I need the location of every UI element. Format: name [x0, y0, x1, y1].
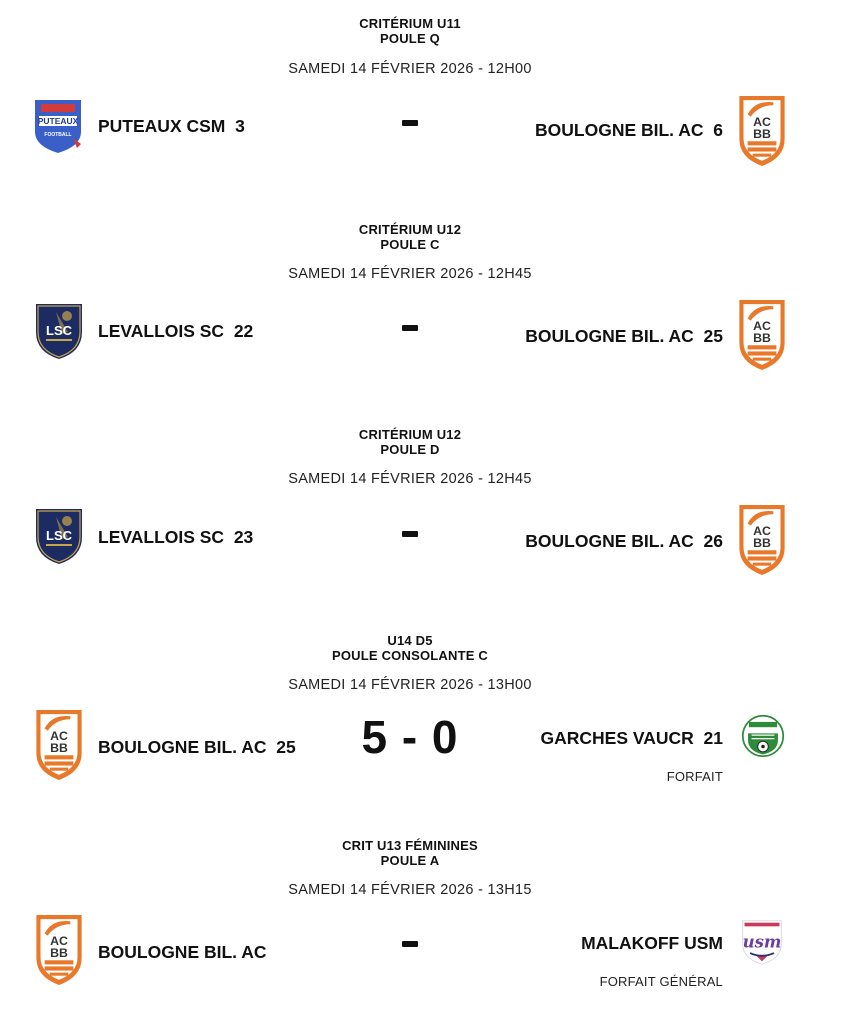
match-card-4[interactable]: [0, 615, 846, 815]
away-team-points: 26: [703, 531, 723, 551]
competition-title: [0, 633, 820, 663]
acbb-logo[interactable]: [736, 94, 788, 168]
match-card-3[interactable]: [0, 410, 846, 610]
home-team[interactable]: [98, 737, 296, 758]
acbb-logo[interactable]: [33, 913, 85, 987]
competition-title: [0, 16, 820, 46]
home-team[interactable]: [98, 321, 253, 342]
match-card-5[interactable]: [0, 820, 846, 1020]
away-team[interactable]: [525, 326, 723, 347]
acbb-logo[interactable]: [736, 503, 788, 577]
home-team[interactable]: [98, 116, 245, 137]
competition-name: CRIT U13 FÉMININES: [342, 838, 478, 853]
away-team-name: MALAKOFF USM: [581, 933, 723, 953]
away-team[interactable]: [541, 728, 724, 749]
away-team-name: GARCHES VAUCR: [540, 728, 694, 748]
home-team-name: LEVALLOIS SC: [98, 321, 225, 341]
score-dash: [402, 531, 418, 537]
home-team-name: LEVALLOIS SC: [98, 527, 225, 547]
competition-title: [0, 838, 820, 868]
home-team-points: 3: [235, 116, 245, 136]
competition-pool: POULE CONSOLANTE C: [332, 648, 488, 663]
competition-pool: POULE D: [380, 442, 440, 457]
home-team-name: BOULOGNE BIL. AC: [98, 737, 267, 757]
away-team-points: 6: [713, 120, 723, 140]
score-dash: [402, 325, 418, 331]
home-team-name: PUTEAUX CSM: [98, 116, 226, 136]
match-datetime: SAMEDI 14 FÉVRIER 2026 - 13H00: [288, 677, 532, 693]
competition-title: [0, 222, 820, 252]
usm-logo[interactable]: [739, 917, 785, 967]
home-team[interactable]: [98, 527, 253, 548]
match-status-note: FORFAIT: [666, 769, 723, 784]
match-datetime: SAMEDI 14 FÉVRIER 2026 - 13H15: [288, 882, 532, 898]
competition-pool: POULE C: [380, 237, 440, 252]
match-card-2[interactable]: [0, 205, 846, 405]
home-team[interactable]: [98, 942, 267, 963]
competition-name: CRITÉRIUM U12: [358, 427, 462, 442]
match-datetime: SAMEDI 14 FÉVRIER 2026 - 12H00: [288, 61, 532, 77]
score-dash: [402, 941, 418, 947]
acbb-logo[interactable]: [736, 298, 788, 372]
home-team-points: 25: [276, 737, 296, 757]
away-team-name: BOULOGNE BIL. AC: [525, 326, 694, 346]
match-card-1[interactable]: [0, 0, 846, 200]
final-score: 5 - 0: [361, 711, 459, 763]
lsc-logo[interactable]: [34, 507, 84, 565]
competition-pool: POULE Q: [380, 31, 440, 46]
away-team[interactable]: [525, 531, 723, 552]
match-status-note: FORFAIT GÉNÉRAL: [599, 974, 723, 989]
acbb-logo[interactable]: [33, 708, 85, 782]
competition-name: U14 D5: [387, 633, 433, 648]
away-team-name: BOULOGNE BIL. AC: [535, 120, 704, 140]
home-team-name: BOULOGNE BIL. AC: [98, 942, 267, 962]
lsc-logo[interactable]: [34, 302, 84, 360]
competition-name: CRITÉRIUM U11: [359, 16, 461, 31]
match-datetime: SAMEDI 14 FÉVRIER 2026 - 12H45: [288, 266, 532, 282]
garches-logo[interactable]: [741, 713, 785, 759]
score-dash: [402, 120, 418, 126]
away-team[interactable]: [535, 120, 723, 141]
away-team-name: BOULOGNE BIL. AC: [525, 531, 694, 551]
away-team-points: 21: [703, 728, 723, 748]
home-team-points: 22: [233, 321, 254, 341]
away-team-points: 25: [703, 326, 723, 346]
puteaux-logo[interactable]: [33, 98, 83, 154]
competition-title: [0, 427, 820, 457]
away-team[interactable]: [581, 933, 723, 954]
match-datetime: SAMEDI 14 FÉVRIER 2026 - 12H45: [288, 471, 532, 487]
home-team-points: 23: [233, 527, 254, 547]
competition-name: CRITÉRIUM U12: [358, 222, 462, 237]
competition-pool: POULE A: [380, 853, 440, 868]
